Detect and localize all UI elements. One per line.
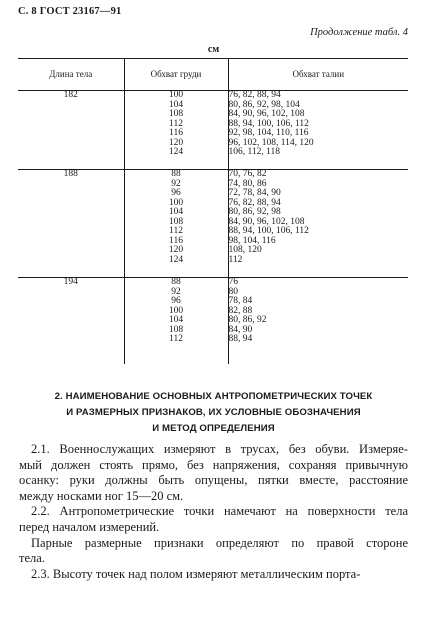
chest-girth-value: 104 (168, 315, 184, 325)
waist-girth-value: 112 (228, 254, 243, 265)
chest-girth-value: 108 (168, 216, 184, 227)
body-length-cell: 182 (18, 91, 124, 170)
waist-girth-value: 84, 90 (228, 324, 253, 335)
section-title-line: 2. НАИМЕНОВАНИЕ ОСНОВНЫХ АНТРОПОМЕТРИЧЕСКИХ ТОЧЕК (54, 391, 373, 402)
chest-girth-value: 100 (168, 90, 184, 100)
paragraph (19, 504, 408, 535)
waist-girth-value: 70, 76, 82 (228, 169, 267, 179)
paragraph-line: перед началом измерений. (19, 519, 160, 534)
chest-girth-value: 120 (168, 245, 184, 255)
waist-girth-value: 76, 82, 88, 94 (228, 197, 281, 208)
waist-girth-value: 106, 112, 118 (228, 147, 281, 157)
waist-girth-value: 82, 88 (228, 305, 253, 316)
waist-girth-value: 80, 86, 92 (228, 315, 267, 325)
table-body (18, 91, 408, 365)
column-header-waist: Обхват талии (228, 59, 408, 91)
waist-girth-value: 88, 94 (228, 334, 253, 344)
chest-girth-value: 112 (169, 226, 183, 236)
waist-girth-value: 108, 120 (228, 245, 262, 255)
waist-girth-value: 84, 90, 96, 102, 108 (228, 216, 305, 227)
waist-girth-value: 78, 84 (228, 296, 253, 306)
chest-girth-value: 96 (171, 188, 181, 198)
paragraph-line: между носками ног 15—20 см. (19, 488, 184, 503)
chest-girth-value: 104 (168, 207, 184, 217)
chest-girth-value: 88 (171, 277, 181, 287)
paragraph-line: 2.2. Антропометрические точки намечают на поверхности тела (31, 504, 408, 519)
section-title-line: И РАЗМЕРНЫХ ПРИЗНАКОВ, ИХ УСЛОВНЫЕ ОБОЗНАЧЕНИЯ (66, 407, 361, 418)
chest-girth-cell (124, 170, 228, 278)
waist-girth-value: 76, 82, 88, 94 (228, 90, 281, 100)
paragraph-line: тела. (19, 551, 45, 566)
waist-girth-value: 80, 86, 92, 98 (228, 207, 281, 217)
table-row (18, 278, 408, 365)
chest-girth-value: 100 (168, 197, 184, 208)
chest-girth-value: 100 (168, 305, 184, 316)
chest-girth-value: 108 (168, 109, 184, 119)
waist-girth-value: 88, 94, 100, 106, 112 (228, 226, 309, 236)
table-row (18, 170, 408, 278)
paragraph-line: осанку: руки должны быть опущены, пятки вместе, расстояние (19, 473, 408, 488)
table-header-row (18, 59, 408, 91)
paragraph-line: 2.1. Военнослужащих измеряют в трусах, без обуви. Измеряе- (31, 442, 408, 456)
waist-girth-cell (228, 91, 408, 170)
chest-girth-cell (124, 91, 228, 170)
chest-girth-value: 92 (171, 178, 181, 189)
paragraph (19, 442, 408, 504)
paragraph-line: Парные размерные признаки определяют по правой стороне (31, 535, 408, 550)
chest-girth-value: 124 (168, 147, 184, 157)
waist-girth-value: 72, 78, 84, 90 (228, 188, 281, 198)
waist-girth-value: 80 (228, 286, 238, 297)
chest-girth-value: 108 (168, 324, 184, 335)
chest-girth-cell (124, 278, 228, 365)
waist-girth-value: 88, 94, 100, 106, 112 (228, 118, 309, 129)
table-continuation-note: Продолжение табл. 4 (310, 27, 408, 38)
waist-girth-value: 74, 80, 86 (228, 178, 267, 189)
column-header-length: Длина тела (18, 59, 124, 91)
chest-girth-value: 88 (171, 169, 181, 179)
body-text (19, 442, 408, 582)
section-title (0, 389, 427, 437)
paragraph (19, 536, 408, 567)
chest-girth-value: 120 (168, 137, 184, 148)
column-header-chest: Обхват груди (124, 59, 228, 91)
body-length-cell: 188 (18, 170, 124, 278)
paragraph-line: 2.3. Высоту точек над полом измеряют металлическим порта- (31, 566, 361, 581)
chest-girth-value: 116 (169, 128, 183, 138)
size-table (18, 58, 408, 364)
waist-girth-value: 76 (228, 277, 238, 287)
waist-girth-cell (228, 278, 408, 365)
chest-girth-value: 112 (169, 118, 183, 129)
chest-girth-value: 112 (169, 334, 183, 344)
waist-girth-value: 80, 86, 92, 98, 104 (228, 99, 300, 110)
chest-girth-value: 92 (171, 286, 181, 297)
waist-girth-value: 84, 90, 96, 102, 108 (228, 109, 305, 119)
body-length-cell: 194 (63, 277, 78, 287)
table-unit-label: см (207, 44, 220, 55)
waist-girth-value: 96, 102, 108, 114, 120 (228, 137, 314, 148)
table-row (18, 91, 408, 170)
chest-girth-value: 124 (168, 254, 184, 265)
page-header: С. 8 ГОСТ 23167—91 (18, 6, 122, 17)
chest-girth-value: 96 (171, 296, 181, 306)
waist-girth-value: 92, 98, 104, 110, 116 (228, 128, 309, 138)
section-title-line: И МЕТОД ОПРЕДЕЛЕНИЯ (152, 423, 275, 434)
waist-girth-cell (228, 170, 408, 278)
chest-girth-value: 104 (168, 99, 184, 110)
paragraph-line: мый должен стоять прямо, без напряжения, сохраняя привычную (19, 457, 408, 472)
chest-girth-value: 116 (169, 235, 183, 246)
paragraph (19, 567, 408, 583)
waist-girth-value: 98, 104, 116 (228, 235, 276, 246)
